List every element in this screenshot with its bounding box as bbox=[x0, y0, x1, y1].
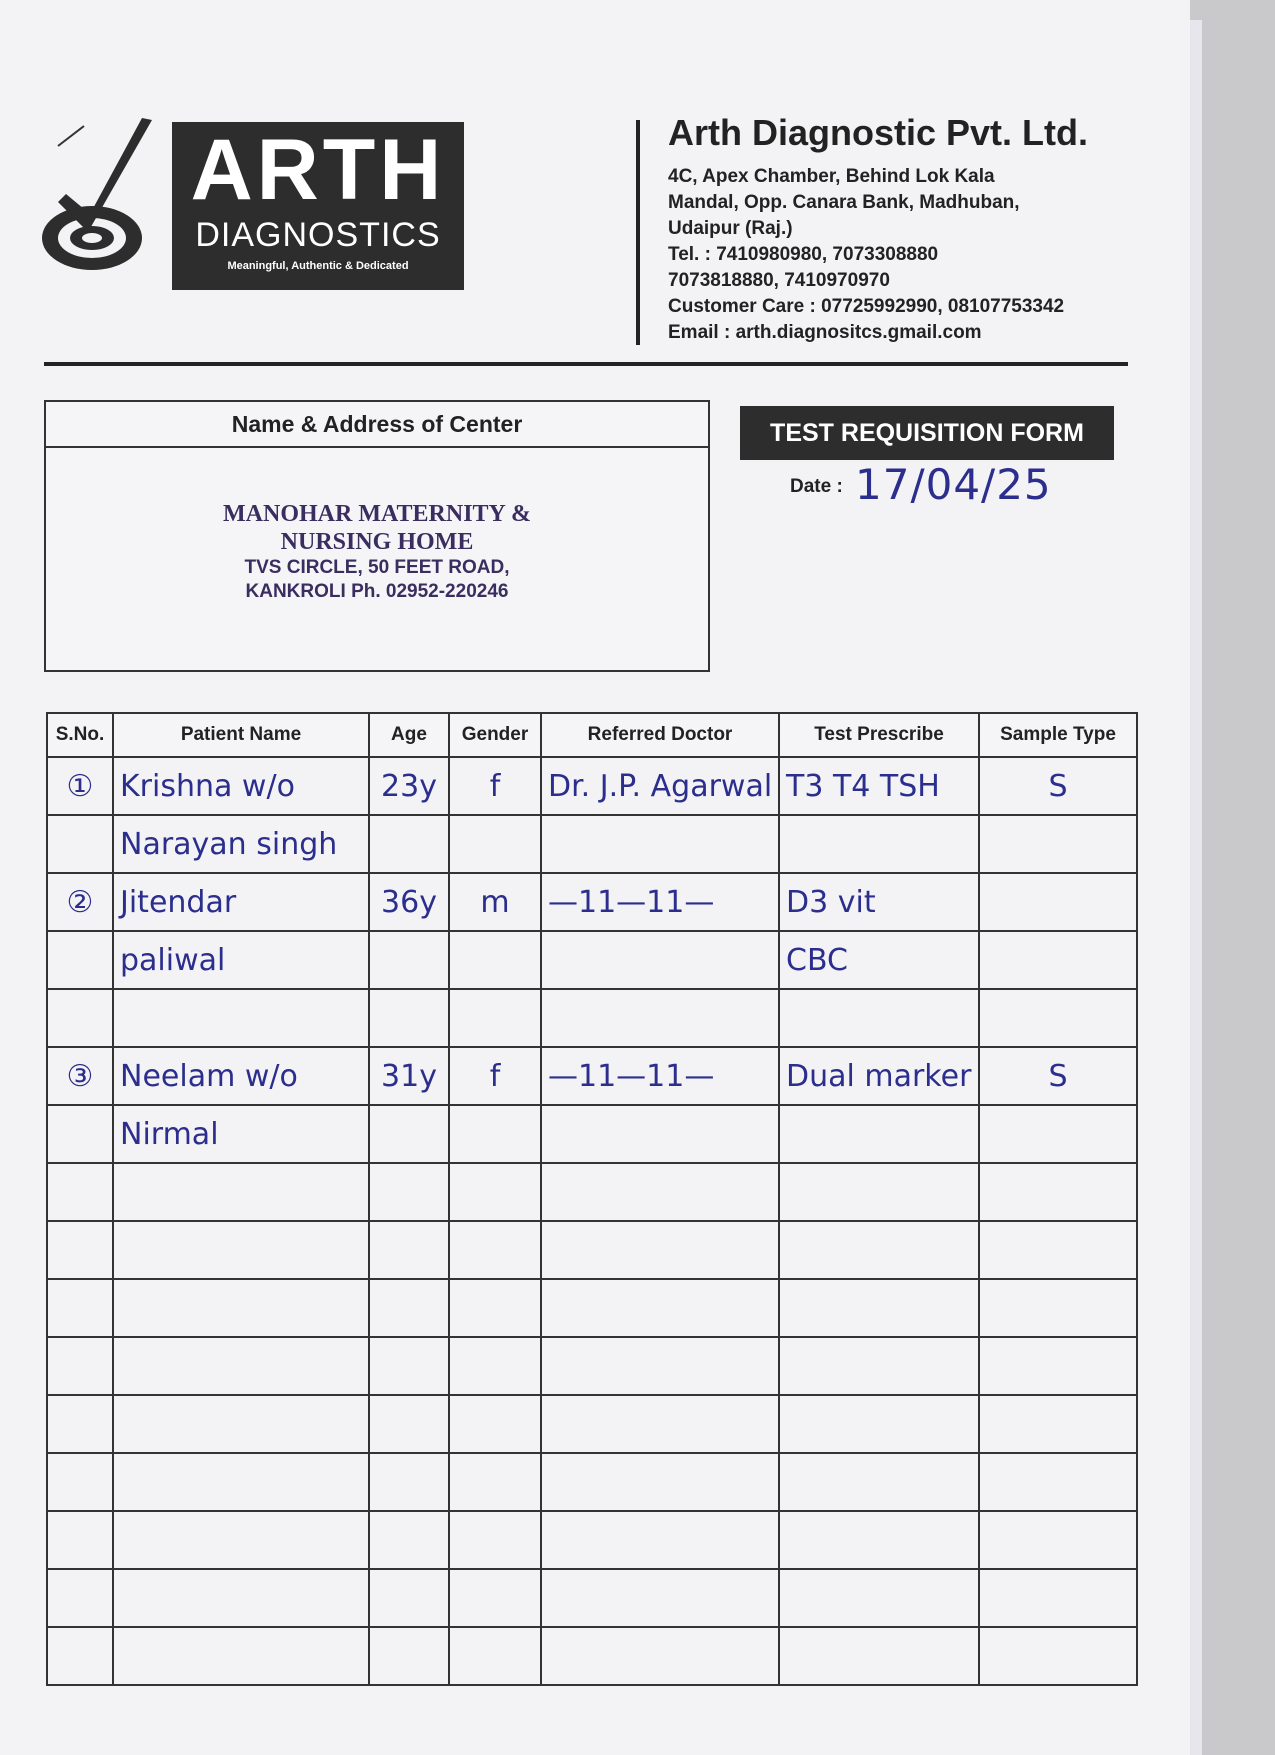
table-row bbox=[47, 931, 1137, 989]
cell-gender[interactable] bbox=[449, 1627, 541, 1685]
cell-patient-name[interactable]: Krishna w/o bbox=[113, 757, 369, 815]
cell-test-prescribe[interactable] bbox=[779, 1163, 979, 1221]
cell-gender[interactable] bbox=[449, 1221, 541, 1279]
col-header-patient-name: Patient Name bbox=[113, 713, 369, 757]
cell-referred-doctor[interactable]: —11—11— bbox=[541, 873, 779, 931]
stamp-line: MANOHAR MATERNITY & bbox=[223, 501, 531, 527]
cell-patient-name[interactable]: Jitendar bbox=[113, 873, 369, 931]
cell-patient-name[interactable] bbox=[113, 1337, 369, 1395]
cell-patient-name[interactable]: Narayan singh bbox=[113, 815, 369, 873]
table-row bbox=[47, 1569, 1137, 1627]
cell-age[interactable] bbox=[369, 815, 449, 873]
cell-referred-doctor[interactable] bbox=[541, 989, 779, 1047]
cell-age[interactable] bbox=[369, 931, 449, 989]
cell-referred-doctor[interactable] bbox=[541, 1163, 779, 1221]
center-heading: Name & Address of Center bbox=[46, 402, 708, 448]
email-line: Email : arth.diagnositcs.gmail.com bbox=[668, 322, 982, 343]
cell-test-prescribe[interactable] bbox=[779, 1105, 979, 1163]
cell-referred-doctor[interactable] bbox=[541, 931, 779, 989]
cell-sno[interactable]: ① bbox=[47, 757, 113, 815]
cell-patient-name[interactable] bbox=[113, 1395, 369, 1453]
center-address-box bbox=[44, 400, 710, 672]
cell-sample-type[interactable] bbox=[979, 1337, 1137, 1395]
cell-test-prescribe[interactable] bbox=[779, 1395, 979, 1453]
address-line: Mandal, Opp. Canara Bank, Madhuban, bbox=[668, 192, 1020, 213]
cell-patient-name[interactable]: paliwal bbox=[113, 931, 369, 989]
col-header-sno: S.No. bbox=[47, 713, 113, 757]
cell-patient-name[interactable] bbox=[113, 1221, 369, 1279]
cell-gender[interactable] bbox=[449, 1279, 541, 1337]
table-row bbox=[47, 873, 1137, 931]
table-row bbox=[47, 1221, 1137, 1279]
company-info bbox=[668, 112, 1138, 346]
cell-age[interactable] bbox=[369, 989, 449, 1047]
cell-sample-type[interactable] bbox=[979, 1453, 1137, 1511]
cell-gender[interactable] bbox=[449, 1569, 541, 1627]
cell-sno[interactable]: ② bbox=[47, 873, 113, 931]
cell-referred-doctor[interactable] bbox=[541, 815, 779, 873]
cell-gender[interactable] bbox=[449, 815, 541, 873]
cell-patient-name[interactable] bbox=[113, 1627, 369, 1685]
cell-sample-type[interactable] bbox=[979, 1105, 1137, 1163]
table-row bbox=[47, 1395, 1137, 1453]
table-row bbox=[47, 1105, 1137, 1163]
cell-referred-doctor[interactable] bbox=[541, 1337, 779, 1395]
cell-gender[interactable] bbox=[449, 1105, 541, 1163]
stamp-line: KANKROLI Ph. 02952-220246 bbox=[245, 581, 509, 602]
phone-line: 7073818880, 7410970970 bbox=[668, 270, 890, 291]
cell-sample-type[interactable] bbox=[979, 1569, 1137, 1627]
table-row bbox=[47, 1047, 1137, 1105]
cell-test-prescribe[interactable] bbox=[779, 1279, 979, 1337]
cell-age[interactable] bbox=[369, 1569, 449, 1627]
col-header-sample-type: Sample Type bbox=[979, 713, 1137, 757]
col-header-referred-doctor: Referred Doctor bbox=[541, 713, 779, 757]
cell-sample-type[interactable] bbox=[979, 1163, 1137, 1221]
cell-sno[interactable]: ③ bbox=[47, 1047, 113, 1105]
cell-sno[interactable] bbox=[47, 1337, 113, 1395]
table-row bbox=[47, 815, 1137, 873]
cell-age[interactable] bbox=[369, 1279, 449, 1337]
arth-logo bbox=[40, 110, 470, 300]
cell-patient-name[interactable] bbox=[113, 1453, 369, 1511]
table-row bbox=[47, 757, 1137, 815]
table-row bbox=[47, 1337, 1137, 1395]
cell-test-prescribe[interactable] bbox=[779, 1511, 979, 1569]
target-check-icon bbox=[40, 110, 180, 300]
cell-patient-name[interactable] bbox=[113, 1511, 369, 1569]
logo-subtitle: DIAGNOSTICS bbox=[195, 216, 441, 254]
cell-age[interactable] bbox=[369, 1221, 449, 1279]
cell-sample-type[interactable] bbox=[979, 1627, 1137, 1685]
cell-gender[interactable]: f bbox=[449, 1047, 541, 1105]
logo-word: ARTH bbox=[190, 122, 446, 218]
cell-age[interactable] bbox=[369, 1627, 449, 1685]
cell-sample-type[interactable] bbox=[979, 873, 1137, 931]
cell-test-prescribe[interactable] bbox=[779, 815, 979, 873]
cell-referred-doctor[interactable] bbox=[541, 1279, 779, 1337]
cell-sample-type[interactable]: S bbox=[979, 757, 1137, 815]
cell-test-prescribe[interactable]: CBC bbox=[779, 931, 979, 989]
date-label: Date : bbox=[790, 476, 843, 497]
cell-test-prescribe[interactable] bbox=[779, 1627, 979, 1685]
header-divider bbox=[636, 120, 640, 345]
col-header-gender: Gender bbox=[449, 713, 541, 757]
cell-sno[interactable] bbox=[47, 1395, 113, 1453]
cell-gender[interactable] bbox=[449, 989, 541, 1047]
cell-referred-doctor[interactable] bbox=[541, 1569, 779, 1627]
cell-test-prescribe[interactable] bbox=[779, 989, 979, 1047]
table-row bbox=[47, 989, 1137, 1047]
cell-sno[interactable] bbox=[47, 989, 113, 1047]
cell-sample-type[interactable] bbox=[979, 815, 1137, 873]
cell-sno[interactable] bbox=[47, 1105, 113, 1163]
cell-sno[interactable] bbox=[47, 1627, 113, 1685]
cell-age[interactable]: 31y bbox=[369, 1047, 449, 1105]
company-name: Arth Diagnostic Pvt. Ltd. bbox=[668, 112, 1089, 153]
cell-sno[interactable] bbox=[47, 931, 113, 989]
cell-gender[interactable] bbox=[449, 931, 541, 989]
cell-sno[interactable] bbox=[47, 1569, 113, 1627]
logo-text-box bbox=[172, 122, 464, 290]
table-row bbox=[47, 1163, 1137, 1221]
cell-test-prescribe[interactable] bbox=[779, 1337, 979, 1395]
cell-age[interactable]: 36y bbox=[369, 873, 449, 931]
cell-sno[interactable] bbox=[47, 1453, 113, 1511]
table-row bbox=[47, 1453, 1137, 1511]
address-line: 4C, Apex Chamber, Behind Lok Kala bbox=[668, 166, 995, 187]
cell-sno[interactable] bbox=[47, 815, 113, 873]
cell-age[interactable] bbox=[369, 1163, 449, 1221]
cell-age[interactable]: 23y bbox=[369, 757, 449, 815]
address-line: Udaipur (Raj.) bbox=[668, 218, 793, 239]
page-edge bbox=[1190, 20, 1202, 1755]
cell-age[interactable] bbox=[369, 1453, 449, 1511]
phone-line: Tel. : 7410980980, 7073308880 bbox=[668, 244, 939, 265]
cell-test-prescribe[interactable] bbox=[779, 1569, 979, 1627]
cell-sample-type[interactable] bbox=[979, 1511, 1137, 1569]
table-header-row bbox=[47, 713, 1137, 757]
logo-tagline: Meaningful, Authentic & Dedicated bbox=[227, 260, 409, 272]
cell-referred-doctor[interactable] bbox=[541, 1627, 779, 1685]
cell-test-prescribe[interactable]: D3 vit bbox=[779, 873, 979, 931]
cell-test-prescribe[interactable] bbox=[779, 1453, 979, 1511]
cell-sample-type[interactable] bbox=[979, 931, 1137, 989]
table-row bbox=[47, 1279, 1137, 1337]
table-row bbox=[47, 1511, 1137, 1569]
cell-gender[interactable]: f bbox=[449, 757, 541, 815]
stamp-line: TVS CIRCLE, 50 FEET ROAD, bbox=[244, 557, 510, 578]
date-value[interactable]: 17/04/25 bbox=[855, 460, 1052, 509]
cell-sno[interactable] bbox=[47, 1221, 113, 1279]
cell-sample-type[interactable] bbox=[979, 989, 1137, 1047]
cell-test-prescribe[interactable] bbox=[779, 1221, 979, 1279]
cell-age[interactable] bbox=[369, 1395, 449, 1453]
cell-patient-name[interactable]: Nirmal bbox=[113, 1105, 369, 1163]
cell-sample-type[interactable] bbox=[979, 1279, 1137, 1337]
cell-patient-name[interactable] bbox=[113, 989, 369, 1047]
cell-age[interactable] bbox=[369, 1105, 449, 1163]
table-row bbox=[47, 1627, 1137, 1685]
cell-referred-doctor[interactable]: Dr. J.P. Agarwal bbox=[541, 757, 779, 815]
cell-test-prescribe[interactable]: Dual marker bbox=[779, 1047, 979, 1105]
cell-sno[interactable] bbox=[47, 1163, 113, 1221]
cell-test-prescribe[interactable]: T3 T4 TSH bbox=[779, 757, 979, 815]
cell-gender[interactable] bbox=[449, 1453, 541, 1511]
col-header-test-prescribe: Test Prescribe bbox=[779, 713, 979, 757]
cell-referred-doctor[interactable]: —11—11— bbox=[541, 1047, 779, 1105]
cell-gender[interactable] bbox=[449, 1337, 541, 1395]
customer-care-line: Customer Care : 07725992990, 08107753342 bbox=[668, 296, 1065, 317]
cell-sample-type[interactable]: S bbox=[979, 1047, 1137, 1105]
cell-patient-name[interactable]: Neelam w/o bbox=[113, 1047, 369, 1105]
cell-gender[interactable]: m bbox=[449, 873, 541, 931]
cell-sno[interactable] bbox=[47, 1511, 113, 1569]
center-stamp bbox=[46, 500, 708, 604]
cell-sno[interactable] bbox=[47, 1279, 113, 1337]
cell-referred-doctor[interactable] bbox=[541, 1221, 779, 1279]
cell-gender[interactable] bbox=[449, 1395, 541, 1453]
cell-referred-doctor[interactable] bbox=[541, 1511, 779, 1569]
cell-age[interactable] bbox=[369, 1337, 449, 1395]
cell-gender[interactable] bbox=[449, 1163, 541, 1221]
cell-patient-name[interactable] bbox=[113, 1279, 369, 1337]
header-rule bbox=[44, 362, 1128, 366]
cell-referred-doctor[interactable] bbox=[541, 1453, 779, 1511]
cell-gender[interactable] bbox=[449, 1511, 541, 1569]
form-title: TEST REQUISITION FORM bbox=[740, 406, 1114, 460]
cell-referred-doctor[interactable] bbox=[541, 1395, 779, 1453]
cell-sample-type[interactable] bbox=[979, 1221, 1137, 1279]
cell-age[interactable] bbox=[369, 1511, 449, 1569]
col-header-age: Age bbox=[369, 713, 449, 757]
patient-table bbox=[46, 712, 1138, 1686]
cell-patient-name[interactable] bbox=[113, 1569, 369, 1627]
cell-referred-doctor[interactable] bbox=[541, 1105, 779, 1163]
cell-sample-type[interactable] bbox=[979, 1395, 1137, 1453]
cell-patient-name[interactable] bbox=[113, 1163, 369, 1221]
stamp-line: NURSING HOME bbox=[280, 529, 474, 555]
